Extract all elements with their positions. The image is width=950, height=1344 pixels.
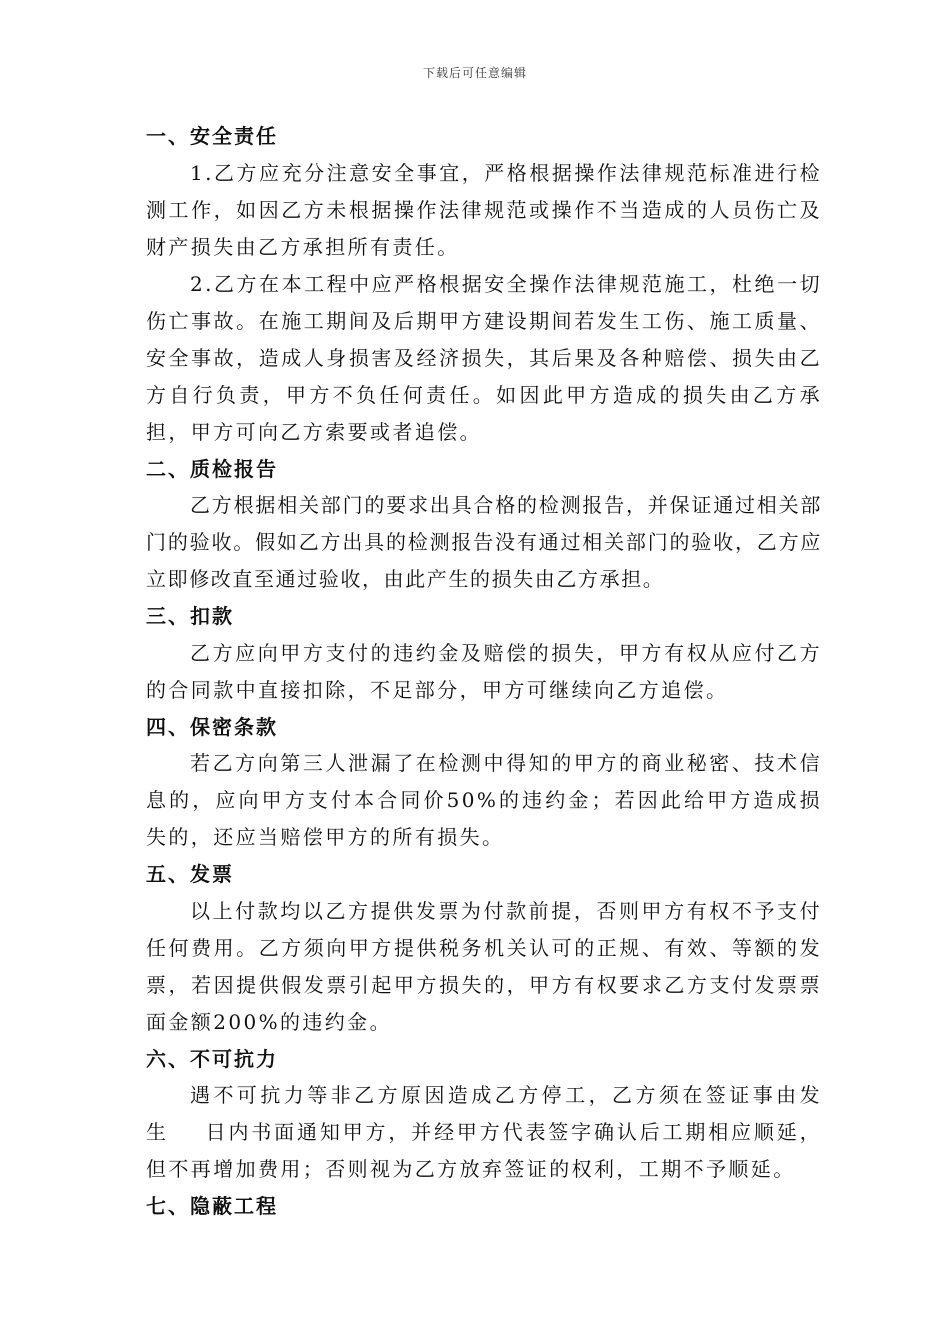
section-paragraph: 若乙方向第三人泄漏了在检测中得知的甲方的商业秘密、技术信息的，应向甲方支付本合同价50%的违约金；若因此给甲方造成损失的，还应当赔偿甲方的所有损失。 xyxy=(146,751,822,849)
section-paragraph: 1.乙方应充分注意安全事宜，严格根据操作法律规范标准进行检测工作，如因乙方未根据操作法律规范或操作不当造成的人员伤亡及财产损失由乙方承担所有责任。 xyxy=(146,160,822,259)
section-heading-deduction: 三、扣款 xyxy=(146,604,234,628)
section-heading-safety: 一、安全责任 xyxy=(146,124,278,148)
section-paragraph: 遇不可抗力等非乙方原因造成乙方停工，乙方须在签证事由发生 日内书面通知甲方，并经甲方代表签字确认后工期相应顺延，但不再增加费用；否则视为乙方放弃签证的权利，工期不予顺延。 xyxy=(146,1083,822,1181)
section-heading-invoice: 五、发票 xyxy=(146,862,234,886)
section-heading-confidentiality: 四、保密条款 xyxy=(146,714,278,739)
section-paragraph: 以上付款均以乙方提供发票为付款前提，否则甲方有权不予支付任何费用。乙方须向甲方提供税务机关认可的正规、有效、等额的发票，若因提供假发票引起甲方损失的，甲方有权要求乙方支付发票票面金额200%的违约金。 xyxy=(146,898,822,1034)
page-header-note: 下载后可任意编辑 xyxy=(422,66,527,80)
section-heading-force-majeure: 六、不可抗力 xyxy=(146,1046,278,1071)
section-paragraph: 乙方应向甲方支付的违约金及赔偿的损失，甲方有权从应付乙方的合同款中直接扣除，不足部分，甲方可继续向乙方追偿。 xyxy=(146,640,822,702)
section-paragraph: 乙方根据相关部门的要求出具合格的检测报告，并保证通过相关部门的验收。假如乙方出具的检测报告没有通过相关部门的验收，乙方应立即修改直至通过验收，由此产生的损失由乙方承担。 xyxy=(146,493,822,591)
document-body xyxy=(146,118,822,1225)
section-heading-quality-report: 二、质检报告 xyxy=(146,456,278,481)
section-paragraph: 2.乙方在本工程中应严格根据安全操作法律规范施工，杜绝一切伤亡事故。在施工期间及后期甲方建设期间若发生工伤、施工质量、安全事故，造成人身损害及经济损失，其后果及各种赔偿、损失由乙方自行负责，甲方不负任何责任。如因此甲方造成的损失由乙方承担，甲方可向乙方索要或者追偿。 xyxy=(146,271,822,444)
section-heading-concealed-works: 七、隐蔽工程 xyxy=(146,1194,278,1218)
